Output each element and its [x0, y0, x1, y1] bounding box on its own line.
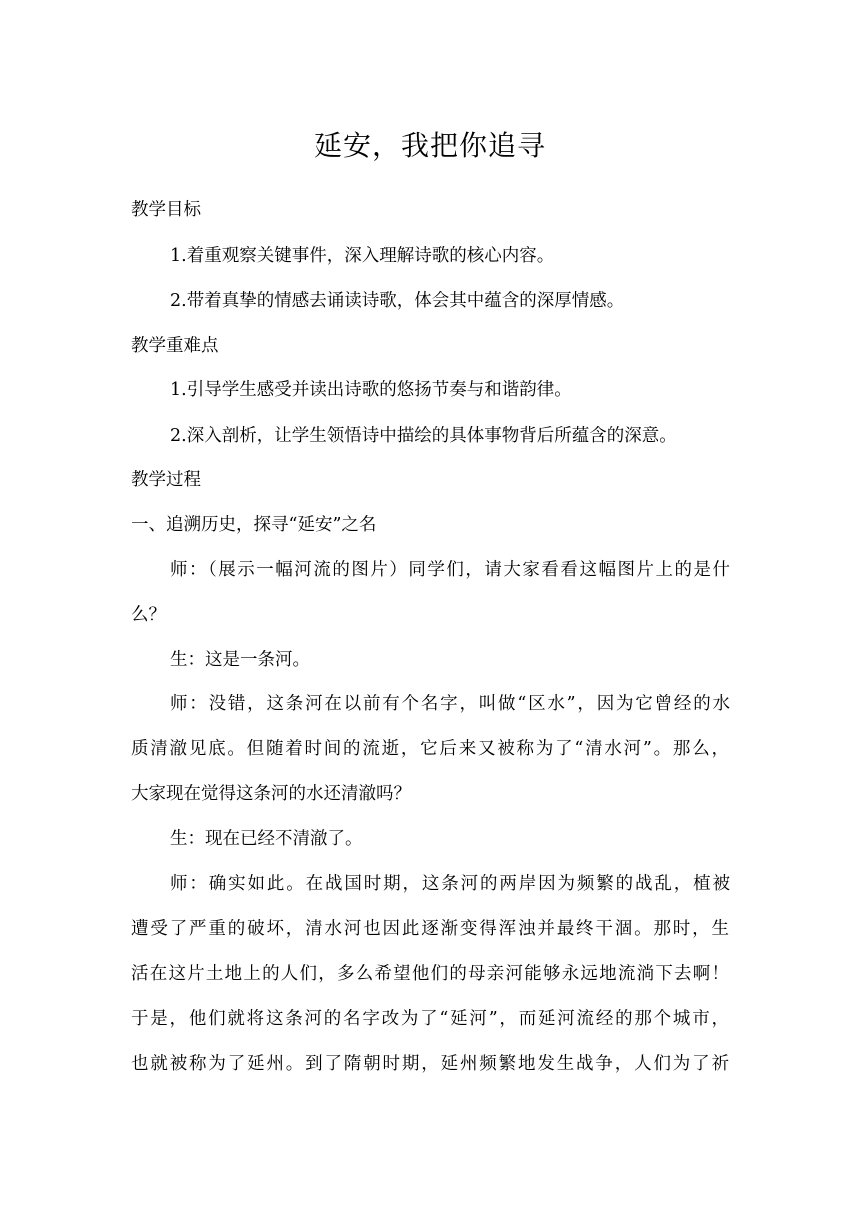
- paragraph-line: 大家现在觉得这条河的水还清澈吗？: [131, 784, 411, 804]
- section-heading-process: 教学过程: [131, 470, 201, 490]
- paragraph-line: 活在这片土地上的人们，多么希望他们的母亲河能够永远地流淌下去啊！: [131, 964, 729, 984]
- student-reply-1: 生：这是一条河。: [170, 650, 310, 670]
- paragraph-line: 师：确实如此。在战国时期，这条河的两岸因为频繁的战乱，植被: [170, 874, 730, 894]
- key-point-item-1: 1.引导学生感受并读出诗歌的悠扬节奏与和谐韵律。: [170, 380, 572, 400]
- paragraph-line: 遭受了严重的破坏，清水河也因此逐渐变得浑浊并最终干涸。那时，生: [131, 919, 729, 939]
- objective-item-1: 1.着重观察关键事件，深入理解诗歌的核心内容。: [170, 246, 555, 266]
- document-title: 延安，我把你追寻: [313, 129, 546, 162]
- student-reply-2: 生：现在已经不清澈了。: [170, 829, 363, 849]
- paragraph-line: 于是，他们就将这条河的名字改为了“延河”，而延河流经的那个城市，: [131, 1009, 729, 1029]
- section-heading-objectives: 教学目标: [131, 200, 201, 220]
- section-heading-key-points: 教学重难点: [131, 336, 219, 356]
- paragraph-line: 师：（展示一幅河流的图片）同学们，请大家看看这幅图片上的是什: [170, 560, 730, 580]
- subsection-heading-1: 一、追溯历史，探寻“延安”之名: [131, 515, 377, 535]
- paragraph-line: 么？: [131, 605, 166, 625]
- objective-item-2: 2.带着真挚的情感去诵读诗歌，体会其中蕴含的深厚情感。: [170, 291, 625, 311]
- paragraph-line: 师：没错，这条河在以前有个名字，叫做“区水”，因为它曾经的水: [170, 694, 730, 714]
- paragraph-line: 质清澈见底。但随着时间的流逝，它后来又被称为了“清水河”。那么，: [131, 739, 729, 759]
- key-point-item-2: 2.深入剖析，让学生领悟诗中描绘的具体事物背后所蕴含的深意。: [170, 426, 677, 446]
- paragraph-line: 也就被称为了延州。到了隋朝时期，延州频繁地发生战争，人们为了祈: [131, 1054, 729, 1074]
